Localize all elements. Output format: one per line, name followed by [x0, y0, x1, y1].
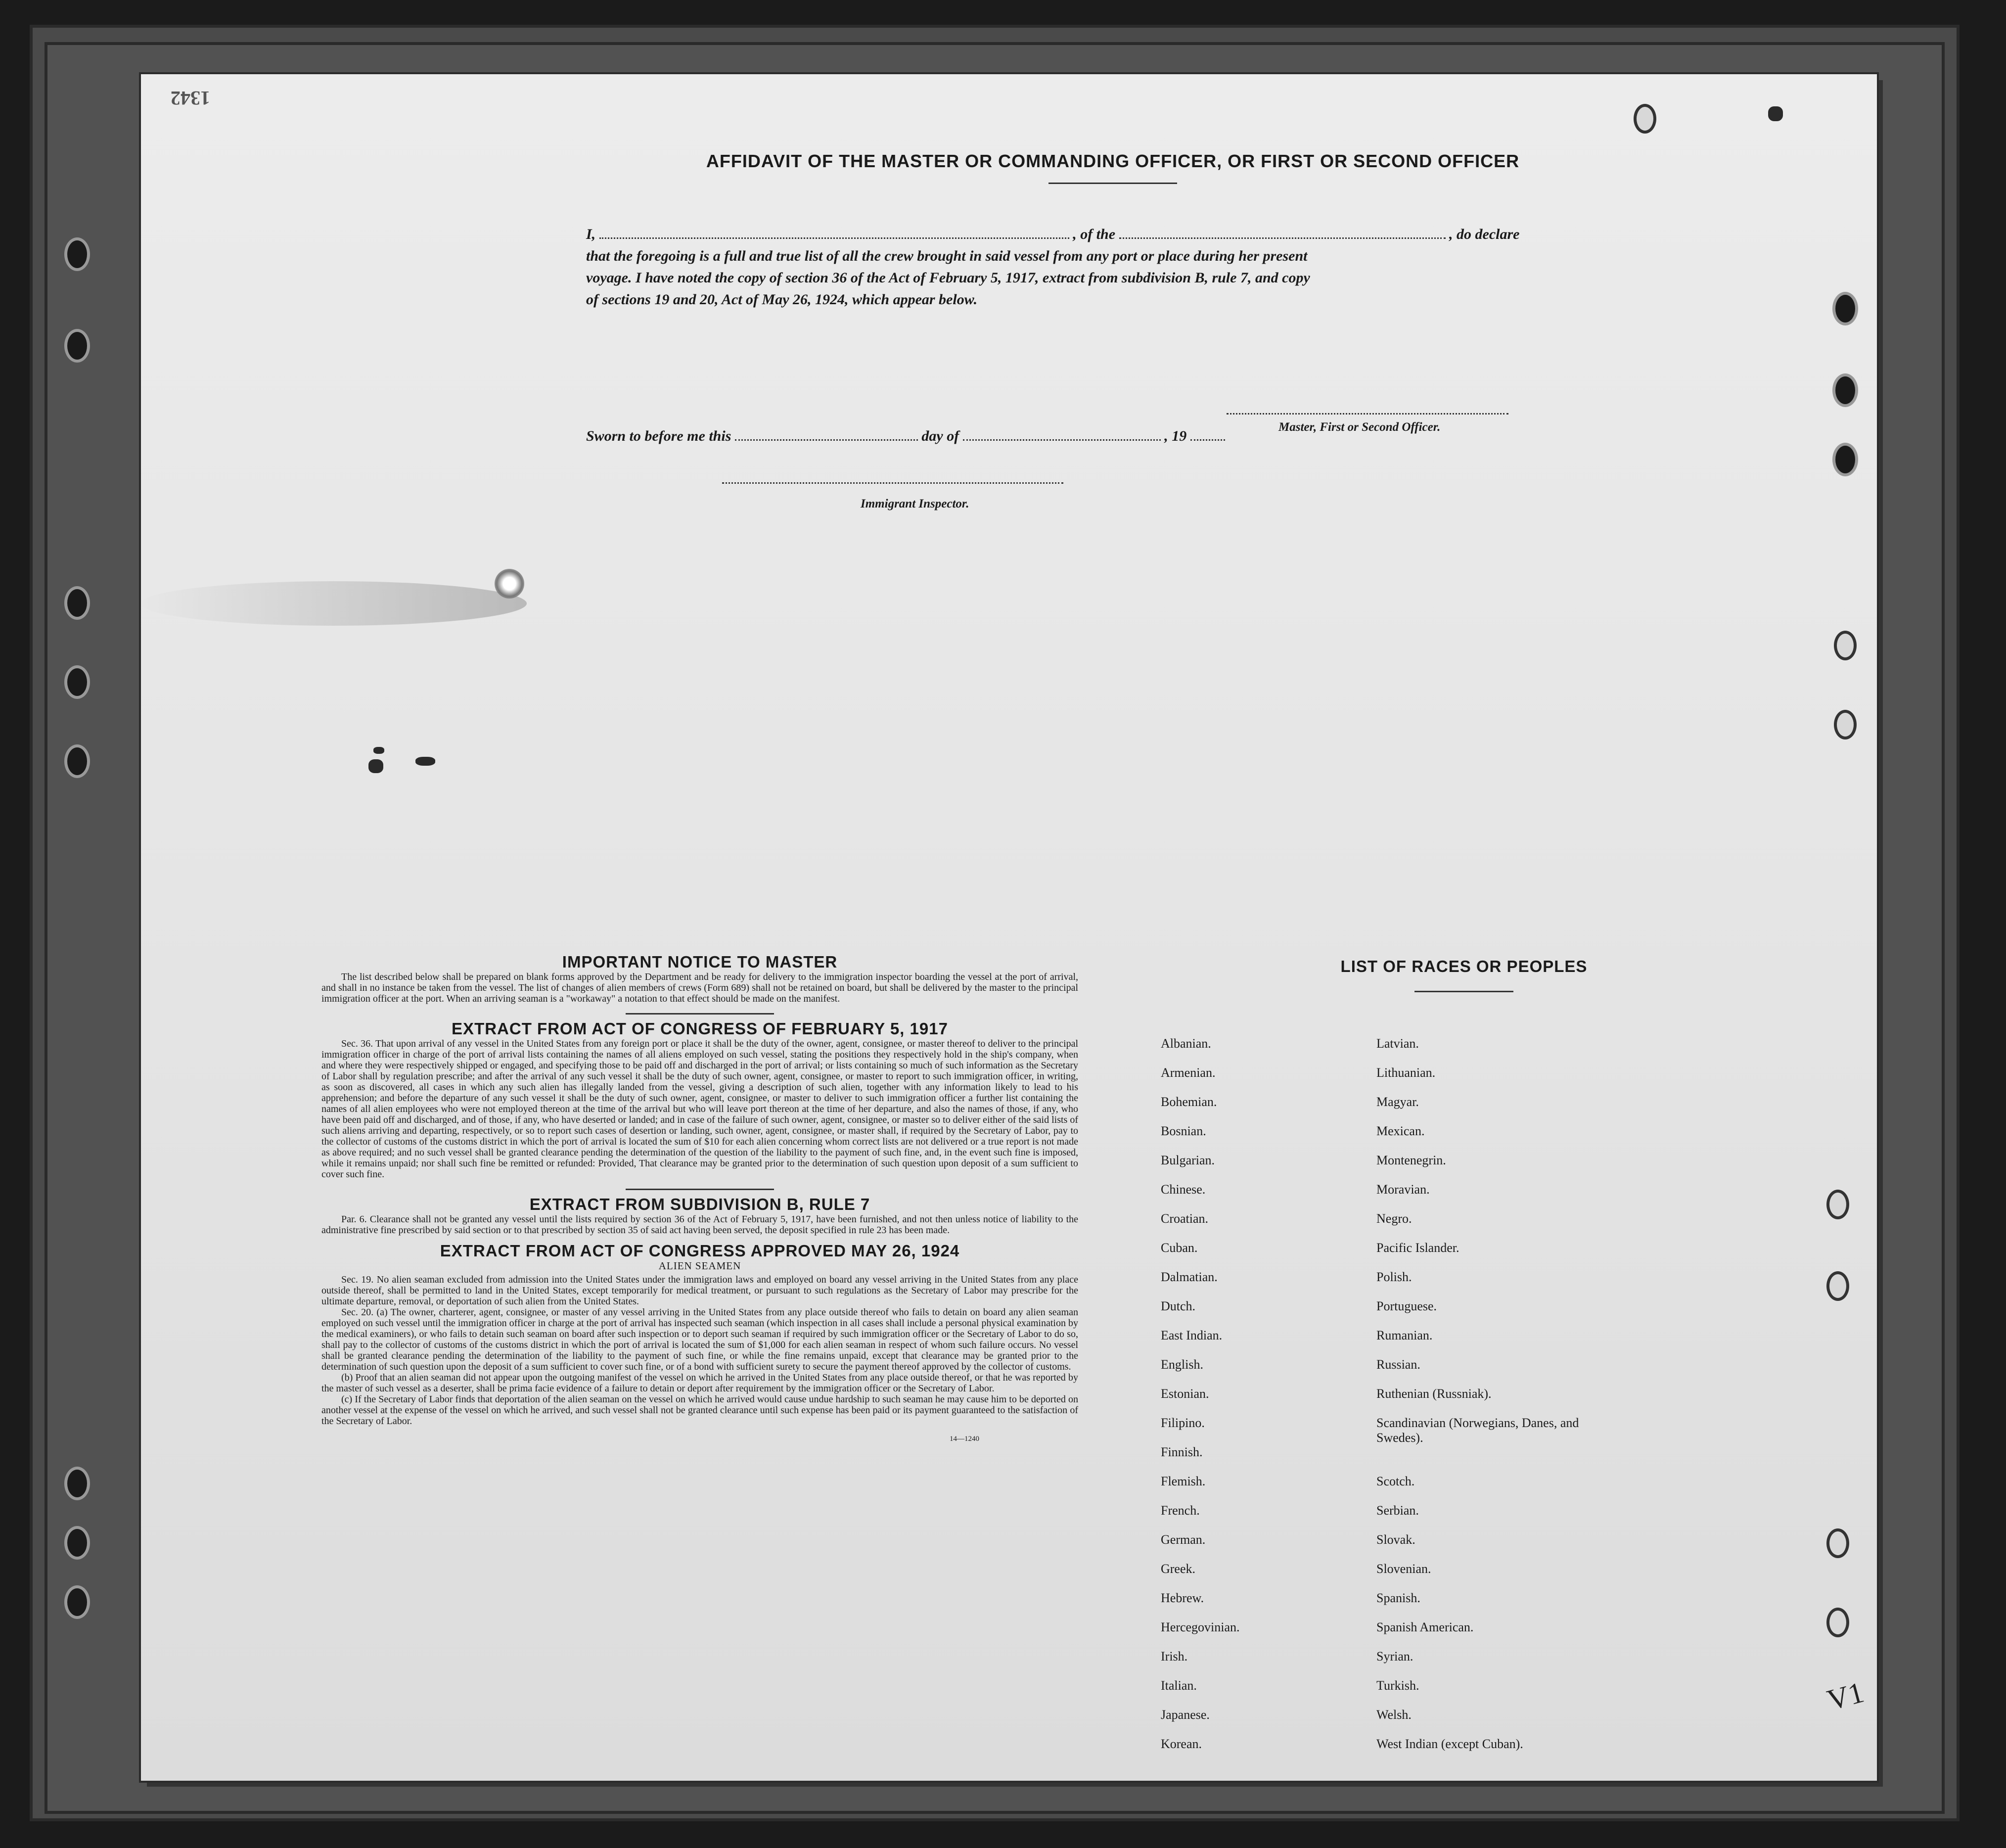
extract2-title: EXTRACT FROM SUBDIVISION B, RULE 7	[529, 1195, 870, 1213]
races-underline	[1414, 991, 1513, 992]
affidavit-title: AFFIDAVIT OF THE MASTER OR COMMANDING OFFICER, OR FIRST OR SECOND OFFICER	[706, 151, 1520, 171]
punch-hole	[1832, 373, 1858, 407]
sworn-year: , 19	[1164, 428, 1187, 444]
race-item: Dalmatian.	[1161, 1270, 1218, 1284]
race-item: Chinese.	[1161, 1182, 1206, 1197]
extract3-sec20c: (c) If the Secretary of Labor finds that deportation of the alien seaman on the vessel on which he arrived would cause undue hardship to such seaman he may cause him to be deported on another vessel at the expense of the vessel on which he arrived, and such vessel shall not be granted clearance until such expense has been paid or its payment guaranteed to the satisfaction of the Secretary of Labor.	[321, 1394, 1078, 1427]
punch-hole	[64, 1467, 90, 1500]
race-item: Montenegrin.	[1376, 1153, 1446, 1167]
sworn-prefix: Sworn to before me this	[586, 428, 731, 444]
punch-hole	[1832, 443, 1858, 476]
ink-blot	[1768, 106, 1783, 121]
affidavit-line2: that the foregoing is a full and true list of all the crew brought in said vessel from any port or place during her present	[586, 248, 1308, 264]
race-item: Russian.	[1376, 1357, 1420, 1372]
race-item: Magyar.	[1376, 1095, 1419, 1109]
race-item: Slovenian.	[1376, 1562, 1431, 1576]
vessel-field[interactable]	[1119, 237, 1446, 239]
race-item: English.	[1161, 1357, 1203, 1372]
affidavit-line4: of sections 19 and 20, Act of May 26, 1924, which appear below.	[586, 291, 978, 308]
extract3-subtitle: ALIEN SEAMEN	[658, 1260, 741, 1272]
notice-section	[321, 950, 1078, 1444]
race-item: Albanian.	[1161, 1036, 1211, 1051]
divider	[626, 1013, 774, 1015]
extract1-title: EXTRACT FROM ACT OF CONGRESS OF FEBRUARY 5, 1917	[452, 1019, 948, 1038]
ink-blot	[415, 757, 435, 766]
notice-title: IMPORTANT NOTICE TO MASTER	[562, 953, 838, 971]
extract3-sec20a: Sec. 20. (a) The owner, charterer, agent, consignee, or master of any vessel arriving in the United States from any place outside thereof who fails to detain on board any alien seaman employed on such vessel until the immigration officer in charge at the port of arrival has inspected such seaman (which inspection in all cases shall include a personal physical examination by the medical examiners), or who fails to detain such seaman on board after such inspection or to deport such seaman if required by such immigration officer or the Secretary of Labor to do so, shall pay to the collector of customs of the customs district in which the port of arrival is located the sum of $1,000 for each alien seaman in respect of whom such failure occurs. No vessel shall be granted clearance pending the determination of the liability to the payment of such fine, or while the fine remains unpaid, except that clearance may be granted prior to the determination of such question upon the deposit of a sum sufficient to cover such fine, or of a bond with sufficient surety to secure the payment thereof approved by the collector of customs.	[321, 1307, 1078, 1372]
punch-hole	[64, 665, 90, 699]
margin-mark: V1	[1824, 1675, 1868, 1717]
affidavit-of-the: , of the	[1073, 226, 1116, 242]
race-item: Welsh.	[1376, 1708, 1412, 1722]
light-smear	[141, 581, 527, 626]
race-item: West Indian (except Cuban).	[1376, 1737, 1523, 1751]
race-item: East Indian.	[1161, 1328, 1223, 1342]
race-item: Croatian.	[1161, 1211, 1209, 1226]
divider	[626, 1189, 774, 1190]
inspector-label: Immigrant Inspector.	[861, 497, 969, 510]
extract3-title: EXTRACT FROM ACT OF CONGRESS APPROVED MAY 26, 1924	[440, 1242, 960, 1260]
race-item: Greek.	[1161, 1562, 1196, 1576]
race-item: German.	[1161, 1532, 1206, 1547]
notice-body: The list described below shall be prepared on blank forms approved by the Department and be ready for delivery to the immigration inspector boarding the vessel at the port of arrival, and shall in no instance be taken from the vessel. The list of changes of alien members of crews (Form 689) shall not be retained on board, but shall be delivered by the master to the principal immigration officer at the port. When an arriving seaman is a "workaway" a notation to that effect should be made on the manifest.	[321, 971, 1078, 1004]
race-item: Scotch.	[1376, 1474, 1415, 1488]
sworn-day-of: day of	[921, 428, 959, 444]
race-item: Ruthenian (Russniak).	[1376, 1386, 1492, 1401]
bleed-through-text	[556, 148, 562, 171]
race-item: Pacific Islander.	[1376, 1241, 1459, 1255]
punch-hole	[1834, 710, 1857, 739]
sworn-month-field[interactable]	[963, 439, 1161, 441]
race-item: Dutch.	[1161, 1299, 1196, 1313]
race-item: Italian.	[1161, 1678, 1197, 1693]
punch-hole	[1826, 1608, 1849, 1637]
title-underline	[1049, 183, 1177, 184]
race-item: Mexican.	[1376, 1124, 1425, 1138]
race-item: Latvian.	[1376, 1036, 1419, 1051]
race-item: Hebrew.	[1161, 1591, 1204, 1605]
race-item: Hercegovinian.	[1161, 1620, 1240, 1634]
punch-hole	[1826, 1271, 1849, 1301]
affidavit-i: I,	[586, 226, 596, 242]
inspector-signature-line[interactable]	[722, 482, 1063, 484]
race-item: Scandinavian (Norwegians, Danes, and Swedes).	[1376, 1416, 1579, 1445]
master-signature-label: Master, First or Second Officer.	[1278, 420, 1441, 434]
punch-hole	[64, 237, 90, 271]
punch-hole	[64, 329, 90, 363]
master-signature-line[interactable]	[1227, 413, 1508, 415]
extract2-body: Par. 6. Clearance shall not be granted any vessel until the lists required by section 36 of the Act of February 5, 1917, have been furnished, and not then unless notice of liability to the administrative fine prescribed by said section or to that prescribed by section 35 of said act having been served, the deposit specified in rule 23 has been made.	[321, 1214, 1078, 1236]
punch-hole	[1826, 1190, 1849, 1219]
affidavit-declare: , do declare	[1449, 226, 1520, 242]
extract3-sec20b: (b) Proof that an alien seaman did not appear upon the outgoing manifest of the vessel on which he arrived in the United States from any place outside thereof, or that he was reported by the master of such vessel as a deserter, shall be prima facie evidence of a failure to detain or deport after requirement by the immigration officer or the Secretary of Labor.	[321, 1372, 1078, 1394]
race-item: Cuban.	[1161, 1241, 1198, 1255]
punch-hole	[64, 744, 90, 778]
race-item: Bulgarian.	[1161, 1153, 1215, 1167]
race-item: Armenian.	[1161, 1065, 1216, 1080]
race-item: Korean.	[1161, 1737, 1202, 1751]
race-item: Bosnian.	[1161, 1124, 1206, 1138]
race-item: Bohemian.	[1161, 1095, 1217, 1109]
punch-hole	[1826, 1528, 1849, 1558]
race-item: Serbian.	[1376, 1503, 1419, 1518]
punch-hole	[64, 1585, 90, 1619]
document-page	[141, 74, 1877, 1781]
races-title: LIST OF RACES OR PEOPLES	[1340, 957, 1588, 975]
affidavit-line3: voyage. I have noted the copy of section 36 of the Act of February 5, 1917, extract from subdivision B, rule 7, and copy	[586, 270, 1310, 286]
race-item: Negro.	[1376, 1211, 1412, 1226]
sworn-line	[586, 425, 1674, 447]
race-item: Spanish American.	[1376, 1620, 1474, 1634]
race-item: Japanese.	[1161, 1708, 1210, 1722]
name-field[interactable]	[599, 237, 1069, 239]
race-item	[1376, 1445, 1584, 1474]
punch-hole	[1832, 292, 1858, 325]
light-spot	[495, 569, 524, 599]
race-item: Polish.	[1376, 1270, 1412, 1284]
extract3-sec19: Sec. 19. No alien seaman excluded from admission into the United States under the immigration laws and employed on board any vessel arriving in the United States from any place outside thereof, shall be permitted to land in the United States, except temporarily for medical treatment, or pursuant to such regulations as the Secretary of Labor may prescribe for the ultimate departure, removal, or deportation of such alien from the United States.	[321, 1274, 1078, 1307]
ink-blot	[368, 759, 383, 773]
affidavit-section	[586, 151, 1640, 510]
race-item: Portuguese.	[1376, 1299, 1437, 1313]
punch-hole	[64, 586, 90, 620]
form-number: 14—1240	[950, 1435, 979, 1443]
race-item: Estonian.	[1161, 1386, 1209, 1401]
races-left-column	[1161, 1036, 1240, 1766]
races-section	[1160, 957, 1768, 1751]
punch-hole	[1834, 631, 1857, 660]
ink-blot	[373, 747, 384, 754]
punch-hole	[1634, 104, 1656, 134]
race-item: Turkish.	[1376, 1678, 1419, 1693]
race-item: Moravian.	[1376, 1182, 1430, 1197]
race-item: Lithuanian.	[1376, 1065, 1436, 1080]
stamp-number: 1342	[171, 87, 210, 109]
race-item: Filipino.	[1161, 1416, 1205, 1430]
sworn-day-field[interactable]	[735, 439, 918, 441]
race-item: Finnish.	[1161, 1445, 1203, 1459]
punch-hole	[64, 1526, 90, 1560]
affidavit-body	[586, 224, 1640, 311]
race-item: French.	[1161, 1503, 1200, 1518]
race-item: Flemish.	[1161, 1474, 1206, 1488]
extract1-body: Sec. 36. That upon arrival of any vessel in the United States from any foreign port or place it shall be the duty of the owner, agent, consignee, or master thereof to deliver to the principal immigration officer in charge of the port of arrival lists containing the names of all aliens employed on such vessel, stating the positions they respectively hold in the ship's company, when and where they were respectively shipped or engaged, and specifying those to be paid off and discharged in the port of arrival; or lists containing so much of such information as the Secretary of Labor shall by regulation prescribe; and after the arrival of any such vessel it shall be the duty of such owner, agent, consignee, or master to report to such immigration officer, in writing, as soon as discovered, all cases in which any such alien has illegally landed from the vessel, giving a description of such alien, together with any information likely to lead to his apprehension; and before the departure of any such vessel it shall be the duty of such owner, agent, consignee, or master to deliver to such immigration officer a further list containing the names of all alien employees who were not employed thereon at the time of the arrival but who will leave port thereon at the time of her departure, and also the names of those, if any, who have been paid off and discharged, and of those, if any, who have deserted or landed; and in case of the failure of such owner, agent, consignee, or master so to deliver either of the said lists of such aliens arriving and departing, respectively, or so to report such cases of desertion or landing, such owner, agent, consignee, or master shall, if required by the Secretary of Labor, pay to the collector of customs of the customs district in which the port of arrival is located the sum of $10 for each alien concerning whom correct lists are not delivered or a true report is not made as above required; and no such vessel shall be granted clearance pending the determination of the question of the liability to the payment of such fine, and, in the event such fine is imposed, while it remains unpaid; nor shall such fine be remitted or refunded: Provided, That clearance may be granted prior to the determination of such question upon deposit of a sum sufficient to cover such fine.	[321, 1038, 1078, 1180]
sworn-year-field[interactable]	[1190, 439, 1225, 441]
race-item: Slovak.	[1376, 1532, 1415, 1547]
races-right-column	[1376, 1036, 1584, 1766]
race-item: Spanish.	[1376, 1591, 1420, 1605]
race-item: Irish.	[1161, 1649, 1188, 1663]
race-item: Rumanian.	[1376, 1328, 1433, 1342]
race-item: Syrian.	[1376, 1649, 1413, 1663]
